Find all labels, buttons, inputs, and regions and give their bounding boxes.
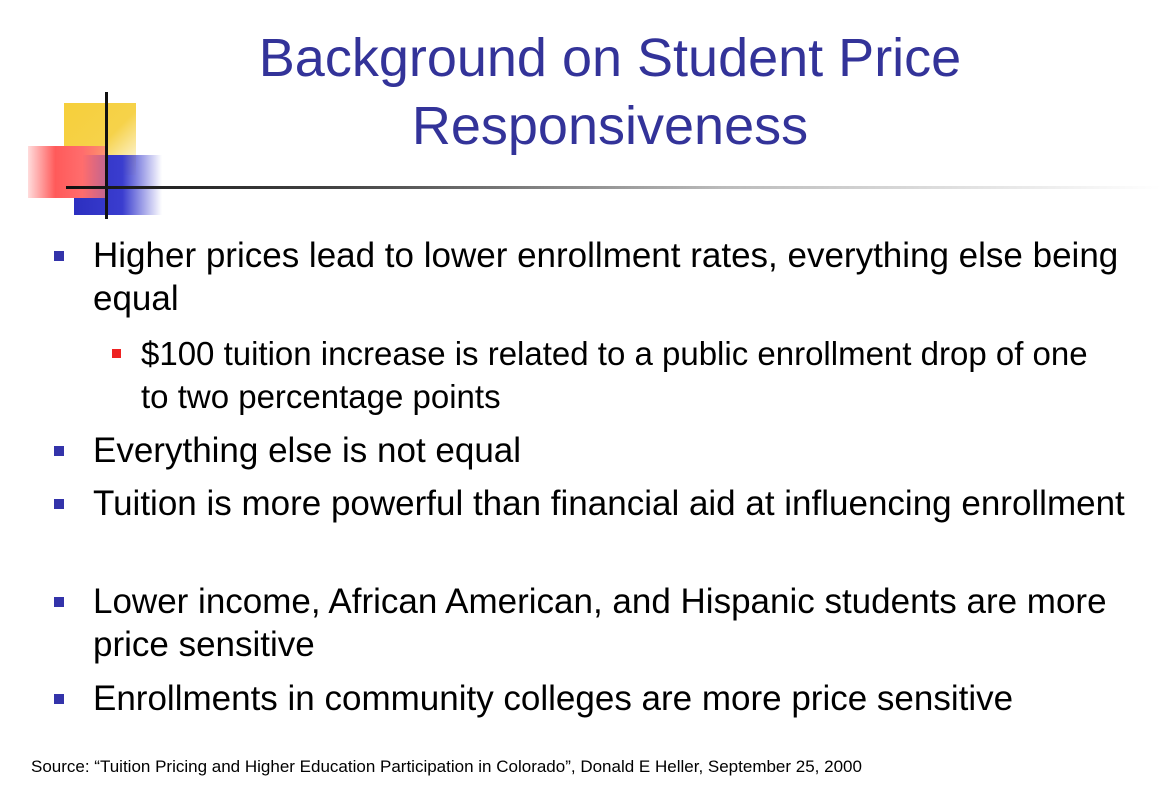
vertical-rule	[105, 92, 108, 219]
bullet-text: Higher prices lead to lower enrollment rates, everything else being equal	[93, 236, 1119, 318]
square-bullet-icon	[54, 694, 64, 704]
bullet-item	[93, 234, 1133, 320]
bullet-item	[93, 677, 1133, 720]
sub-bullet-item	[141, 332, 1121, 418]
bullet-text: Tuition is more powerful than financial aid at influencing enrollment	[93, 484, 1125, 523]
title-divider	[66, 186, 1161, 189]
sub-bullet-text: $100 tuition increase is related to a public enrollment drop of one to two percentage points	[141, 335, 1088, 415]
bullet-text: Lower income, African American, and Hispanic students are more price sensitive	[93, 582, 1107, 664]
slide-title	[180, 24, 1040, 160]
slide-title-line-2: Responsiveness	[411, 96, 809, 156]
square-bullet-icon	[54, 597, 64, 607]
bullet-text: Everything else is not equal	[93, 431, 522, 470]
square-bullet-icon	[54, 251, 64, 261]
square-bullet-icon	[54, 499, 64, 509]
bullet-item	[93, 482, 1133, 525]
red-square-shape	[28, 146, 106, 198]
bullet-item	[93, 580, 1133, 666]
square-sub-bullet-icon	[112, 349, 121, 358]
square-bullet-icon	[54, 446, 64, 456]
source-citation: Source: “Tuition Pricing and Higher Education Participation in Colorado”, Donald E Heller, September 25, 2000	[31, 757, 862, 776]
bullet-item	[93, 429, 1133, 472]
slide-title-line-1: Background on Student Price	[258, 28, 962, 88]
slide-logo-decoration	[0, 0, 180, 230]
bullet-text: Enrollments in community colleges are more price sensitive	[93, 679, 1014, 718]
